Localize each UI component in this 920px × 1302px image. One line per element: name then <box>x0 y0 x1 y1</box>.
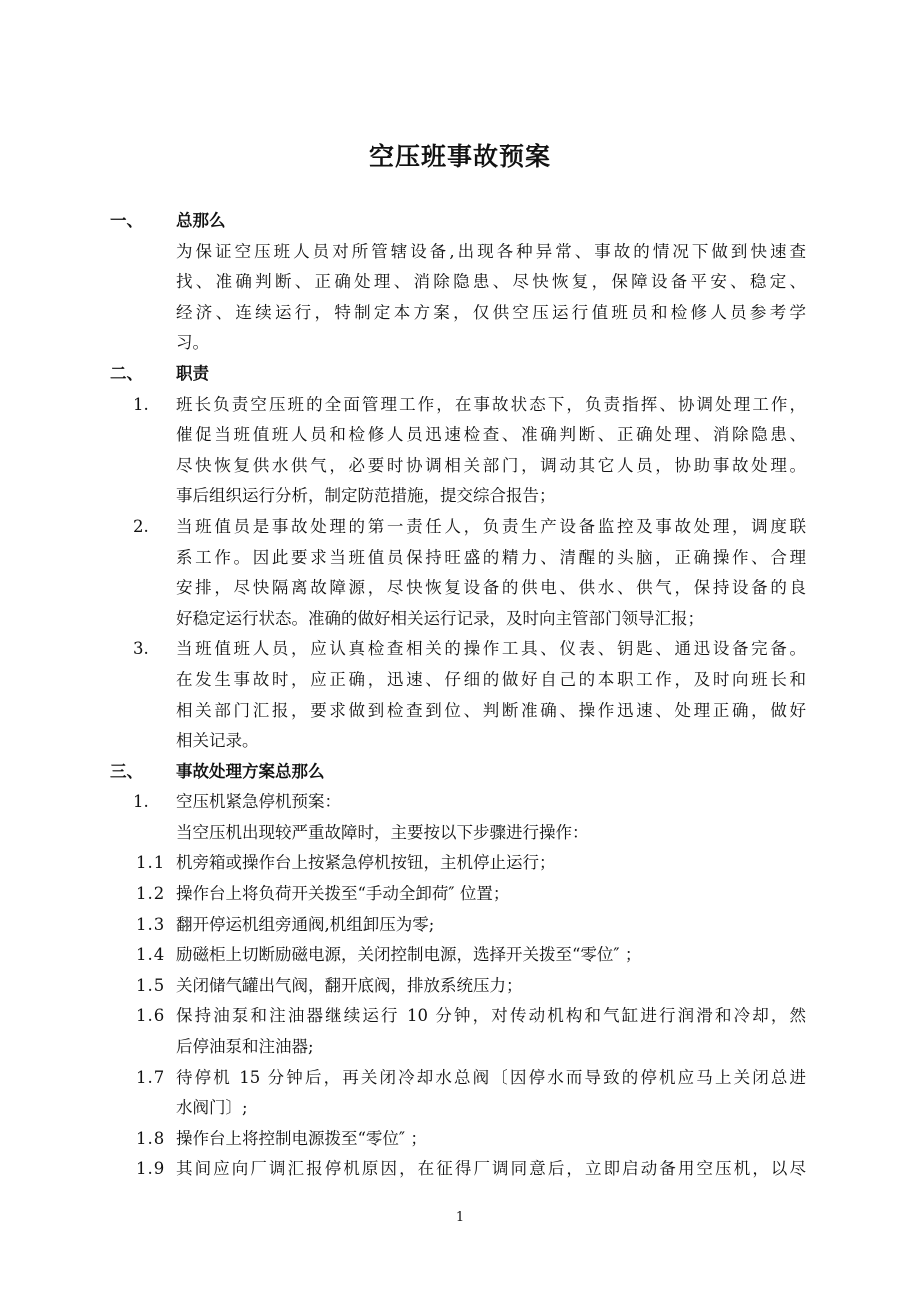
list-item-text: 待停机 15 分钟后，再关闭冷却水总阀〔因停水而导致的停机应马上关闭总进 <box>176 1067 806 1087</box>
paragraph-text: 经济、连续运行，特制定本方案，仅供空压运行值班员和检修人员参考学 <box>176 302 806 322</box>
list-item-line <box>0 573 920 604</box>
document-title: 空压班事故预案 <box>368 142 551 171</box>
section-number: 一、 <box>110 211 143 230</box>
list-item-line <box>0 481 920 512</box>
list-item-text: 好稳定运行状态。准确的做好相关运行记录，及时向主管部门领导汇报； <box>176 608 704 628</box>
section-number: 三、 <box>110 761 143 781</box>
list-item-text: 当班值员是事故处理的第一责任人，负责生产设备监控及事故处理，调度联 <box>176 516 806 536</box>
list-item-number: 1.1 <box>136 853 166 873</box>
list-item-line <box>0 1093 920 1124</box>
list-item-number: 2. <box>133 516 149 536</box>
list-item-line <box>0 1001 920 1032</box>
paragraph-text: 找、准确判断、正确处理、消除隐患、尽快恢复，保障设备平安、稳定、 <box>176 272 806 292</box>
list-item-line <box>0 512 920 543</box>
list-item-line <box>0 634 920 665</box>
list-item-number: 1.8 <box>136 1128 166 1148</box>
list-item-line <box>0 1063 920 1094</box>
paragraph-line <box>0 237 920 268</box>
list-item-line <box>0 390 920 421</box>
list-item-line <box>0 818 920 849</box>
list-item-line <box>0 696 920 727</box>
list-item-line <box>0 1124 920 1155</box>
list-item-text: 班长负责空压班的全面管理工作，在事故状态下，负责指挥、协调处理工作， <box>176 394 806 414</box>
list-item-text: 尽快恢复供水供气，必要时协调相关部门，调动其它人员，协助事故处理。 <box>176 455 806 475</box>
section-heading <box>0 206 920 237</box>
list-item-line <box>0 543 920 574</box>
list-item-number: 1. <box>133 792 149 812</box>
list-item-text: 事后组织运行分析，制定防范措施，提交综合报告； <box>176 486 556 506</box>
list-item-line <box>0 1154 920 1185</box>
list-item-number: 3. <box>133 639 149 659</box>
list-item-text: 其间应向厂调汇报停机原因，在征得厂调同意后，立即启动备用空压机，以尽 <box>176 1159 806 1179</box>
list-item-text: 在发生事故时，应正确，迅速、仔细的做好自己的本职工作，及时向班长和 <box>176 669 806 689</box>
list-item-number: 1.9 <box>136 1159 166 1179</box>
list-item-text: 后停油泵和注油器; <box>176 1037 314 1057</box>
list-item-text: 操作台上将负荷开关拨至“手动全卸荷″ 位置； <box>176 884 510 904</box>
section-heading <box>0 359 920 390</box>
list-item-number: 1.3 <box>136 914 166 934</box>
list-item-line <box>0 910 920 941</box>
paragraph-line <box>0 267 920 298</box>
section-title: 职责 <box>176 363 209 383</box>
list-item-text: 励磁柜上切断励磁电源，关闭控制电源，选择开关拨至“零位″ ； <box>176 945 642 965</box>
list-item-text: 相关部门汇报，要求做到检查到位、判断准确、操作迅速、处理正确，做好 <box>176 700 806 720</box>
list-item-line <box>0 940 920 971</box>
list-item-line <box>0 726 920 757</box>
list-item-line <box>0 787 920 818</box>
list-item-text: 催促当班值班人员和检修人员迅速检查、准确判断、正确处理、消除隐患、 <box>176 425 806 445</box>
list-item-line <box>0 879 920 910</box>
list-item-number: 1.6 <box>136 1006 166 1026</box>
list-item-text: 相关记录。 <box>176 731 259 751</box>
list-item-line <box>0 848 920 879</box>
section-number: 二、 <box>110 363 143 383</box>
page-number: 1 <box>455 1210 465 1225</box>
list-item-number: 1. <box>133 394 149 414</box>
list-item-text: 机旁箱或操作台上按紧急停机按钮，主机停止运行； <box>176 853 556 873</box>
paragraph-text: 为保证空压班人员对所管辖设备,出现各种异常、事故的情况下做到快速查 <box>176 241 806 261</box>
list-item-number: 1.4 <box>136 945 166 965</box>
list-item-text: 系工作。因此要求当班值员保持旺盛的精力、清醒的头脑，正确操作、合理 <box>176 547 806 567</box>
list-item-line <box>0 1032 920 1063</box>
list-item-text: 水阀门〕; <box>176 1098 248 1118</box>
list-item-line <box>0 420 920 451</box>
paragraph-line <box>0 328 920 359</box>
list-item-text: 翻开停运机组旁通阀,机组卸压为零; <box>176 914 435 934</box>
section-heading <box>0 757 920 788</box>
document-body <box>0 206 920 1185</box>
list-item-text: 关闭储气罐出气阀，翻开底阀，排放系统压力； <box>176 975 523 995</box>
list-item-number: 1.2 <box>136 884 166 904</box>
list-item-line <box>0 971 920 1002</box>
section-title: 事故处理方案总那么 <box>176 761 325 781</box>
list-item-text: 空压机紧急停机预案： <box>176 792 341 812</box>
section-title: 总那么 <box>176 211 226 230</box>
list-item-line <box>0 604 920 635</box>
list-item-text: 安排，尽快隔离故障源，尽快恢复设备的供电、供水、供气，保持设备的良 <box>176 578 806 598</box>
paragraph-line <box>0 298 920 329</box>
paragraph-text: 习。 <box>176 333 209 353</box>
list-item-text: 当班值班人员，应认真检查相关的操作工具、仪表、钥匙、通迅设备完备。 <box>176 639 806 659</box>
list-item-line <box>0 665 920 696</box>
list-item-text: 保持油泵和注油器继续运行 10 分钟，对传动机构和气缸进行润滑和冷却，然 <box>176 1006 806 1026</box>
list-item-number: 1.5 <box>136 975 166 995</box>
list-item-line <box>0 451 920 482</box>
list-item-number: 1.7 <box>136 1067 166 1087</box>
list-item-text: 操作台上将控制电源拨至“零位″ ； <box>176 1128 427 1148</box>
list-item-text: 当空压机出现较严重故障时，主要按以下步骤进行操作： <box>176 822 589 842</box>
